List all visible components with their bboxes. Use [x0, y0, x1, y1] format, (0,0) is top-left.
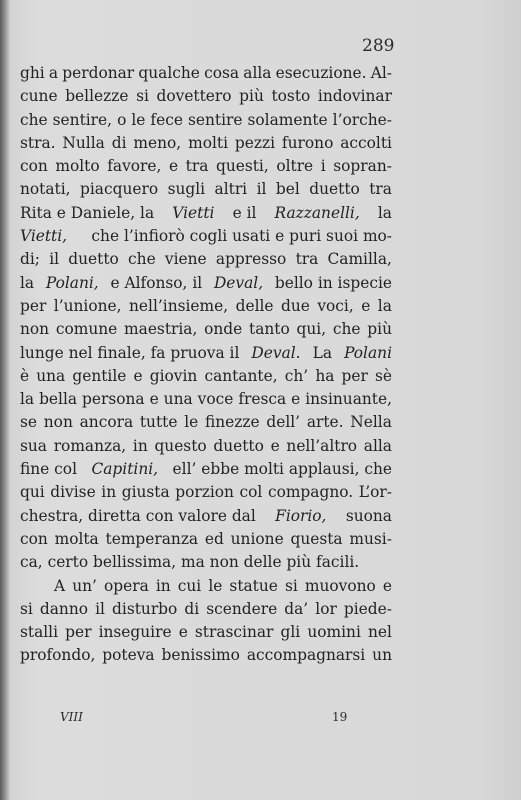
word: in — [132, 436, 148, 455]
word: da’ — [284, 599, 309, 618]
text-line — [20, 435, 392, 458]
text-line — [20, 109, 392, 132]
word: una — [36, 366, 66, 385]
word: bella — [39, 390, 78, 409]
word: in — [101, 483, 117, 502]
word: altri — [214, 180, 248, 199]
word: ch’ — [284, 366, 309, 385]
word: nell’insieme, — [129, 296, 229, 315]
word: con — [20, 157, 48, 176]
word: molta — [54, 529, 99, 548]
word: ed — [204, 529, 224, 548]
word: l’orche- — [332, 110, 392, 129]
word: sugli — [167, 180, 206, 199]
word: e — [149, 390, 159, 409]
word: ancora — [79, 413, 134, 432]
word: Nella — [350, 413, 392, 432]
word: tra — [369, 180, 392, 199]
word: esecuzione. — [275, 64, 367, 82]
word: oltre — [276, 157, 314, 176]
word: indovinar — [317, 87, 392, 106]
word: pezzi — [234, 133, 276, 152]
word: notati, — [20, 180, 71, 199]
word: furono — [281, 133, 334, 152]
word: profondo, — [20, 646, 96, 665]
text-line — [20, 178, 392, 201]
word: temperanza — [105, 529, 199, 548]
word: la — [20, 390, 35, 409]
word: solamente — [247, 110, 328, 129]
text-line — [20, 598, 392, 621]
word: questo — [154, 436, 207, 455]
text-line — [20, 365, 392, 388]
word: duetto — [68, 250, 119, 269]
text-line: ca, certo bellissima, ma non delle più facili. — [20, 553, 360, 572]
word: nell’altro — [286, 436, 358, 455]
word: un — [372, 646, 392, 665]
word: L’or- — [358, 483, 392, 502]
word: qui — [20, 483, 45, 502]
word: e — [291, 390, 301, 409]
word: tutte — [139, 413, 178, 432]
word: Camilla, — [327, 250, 392, 269]
word: opera — [104, 576, 149, 595]
word: sopran- — [333, 157, 392, 176]
word: di — [111, 133, 127, 152]
word: qui, — [296, 320, 327, 339]
word: cune — [20, 87, 58, 106]
word: arte. — [306, 413, 344, 432]
word: inseguire — [98, 623, 172, 642]
text-line: la Polani, e Alfonso, il Deval, bello in ispecie — [20, 273, 392, 292]
text-line — [20, 481, 392, 504]
word: se — [20, 413, 38, 432]
word: meno, — [133, 133, 182, 152]
word: alla — [243, 64, 272, 82]
word: bel — [275, 180, 300, 199]
text-line — [20, 62, 392, 85]
word: romanza, — [53, 436, 127, 455]
word: delle — [235, 296, 274, 315]
word: si — [20, 599, 33, 618]
word: e — [361, 296, 371, 315]
text-line — [20, 85, 392, 108]
word: stra. — [20, 133, 56, 152]
word: in — [155, 576, 171, 595]
word: muovono — [304, 576, 376, 595]
word: di — [184, 599, 200, 618]
word: e — [270, 436, 280, 455]
word: insinuante, — [305, 390, 392, 409]
word: cui — [177, 576, 202, 595]
word: la — [377, 296, 392, 315]
word: comune — [55, 320, 118, 339]
word: nel — [367, 623, 392, 642]
word: strascinar — [194, 623, 274, 642]
word: e — [133, 366, 143, 385]
text-line: chestra, diretta con valore dal Fiorio, suona — [20, 506, 392, 525]
word: uomini — [307, 623, 361, 642]
word: disturbo — [112, 599, 178, 618]
word: stalli — [20, 623, 59, 642]
word: cosa — [204, 64, 240, 82]
text-line — [20, 132, 392, 155]
text-line — [20, 644, 392, 667]
word: porzion — [175, 483, 234, 502]
word: favore, — [107, 157, 162, 176]
word: sentire — [187, 110, 243, 129]
word: questi, — [215, 157, 269, 176]
word: gli — [280, 623, 301, 642]
word: accolti — [340, 133, 392, 152]
word: accompagnarsi — [246, 646, 366, 665]
word: cantante, — [204, 366, 278, 385]
binding-shadow — [0, 0, 10, 800]
word: statue — [229, 576, 278, 595]
word: i — [320, 157, 326, 176]
word: a — [48, 64, 59, 82]
word: giusta — [121, 483, 170, 502]
word: non — [20, 320, 50, 339]
word: viene — [164, 250, 207, 269]
word: è — [20, 366, 30, 385]
word: o — [117, 110, 127, 129]
word: un’ — [72, 576, 97, 595]
text-line: lunge nel finale, fa pruova il Deval. La Polani — [20, 343, 392, 362]
word: e — [168, 157, 179, 176]
word: alla — [363, 436, 392, 455]
word: perdonar — [62, 64, 135, 82]
word: qualche — [138, 64, 200, 82]
word: e — [178, 623, 188, 642]
word: tra — [185, 157, 209, 176]
word: molti — [188, 133, 228, 152]
text-line: Rita e Daniele, la Vietti e il Razzanelli, la — [20, 203, 392, 222]
text-line — [20, 318, 392, 341]
word: tanto — [249, 320, 290, 339]
word: più — [239, 87, 264, 106]
word: fresca — [238, 390, 287, 409]
word: ghi — [20, 64, 45, 82]
word: piacquero — [80, 180, 159, 199]
word: le — [131, 110, 146, 129]
word: di; — [20, 250, 40, 269]
word: sentire, — [52, 110, 113, 129]
body-text — [20, 62, 392, 668]
word: A — [54, 576, 66, 595]
word: duetto — [213, 436, 264, 455]
word: onde — [204, 320, 243, 339]
text-line — [20, 248, 392, 271]
word: fece — [150, 110, 183, 129]
word: sua — [20, 436, 47, 455]
word: una — [163, 390, 193, 409]
word: per — [341, 366, 368, 385]
word: non — [43, 413, 73, 432]
text-line — [20, 528, 392, 551]
word: gentile — [72, 366, 127, 385]
word: tosto — [271, 87, 311, 106]
word: molto — [55, 157, 100, 176]
word: bellezze — [65, 87, 129, 106]
word: scendere — [206, 599, 278, 618]
word: l’unione, — [53, 296, 122, 315]
word: tra — [295, 250, 319, 269]
word: il — [49, 250, 60, 269]
word: che — [332, 320, 361, 339]
word: le — [208, 576, 223, 595]
word: col — [239, 483, 263, 502]
word: sè — [374, 366, 392, 385]
word: finezze — [204, 413, 260, 432]
word: che — [20, 110, 48, 129]
text-line: fine col Capitini, ell’ ebbe molti applausi, che — [20, 460, 392, 479]
text-line — [20, 411, 392, 434]
text-line — [20, 155, 392, 178]
signature-number: 19 — [332, 710, 348, 724]
word: danno — [39, 599, 89, 618]
word: il — [256, 180, 267, 199]
word: Al- — [370, 64, 392, 82]
word: Nulla — [62, 133, 105, 152]
word: voce — [197, 390, 234, 409]
word: duetto — [309, 180, 360, 199]
text-line — [20, 575, 392, 598]
word: e — [382, 576, 392, 595]
word: benissimo — [161, 646, 240, 665]
word: le — [184, 413, 199, 432]
word: voci, — [317, 296, 354, 315]
word: lor — [315, 599, 337, 618]
word: compagno. — [267, 483, 354, 502]
word: più — [367, 320, 392, 339]
text-line — [20, 621, 392, 644]
word: per — [20, 296, 47, 315]
word: dell’ — [266, 413, 301, 432]
word: musi- — [349, 529, 392, 548]
word: unione — [230, 529, 284, 548]
page-number: 289 — [362, 36, 395, 56]
word: il — [95, 599, 105, 618]
text-line — [20, 295, 392, 318]
word: due — [281, 296, 310, 315]
word: appresso — [215, 250, 287, 269]
word: dovettero — [156, 87, 232, 106]
word: persona — [82, 390, 145, 409]
word: giovin — [149, 366, 198, 385]
word: divise — [50, 483, 96, 502]
word: per — [65, 623, 92, 642]
signature-mark: VIII — [60, 710, 83, 724]
word: che — [128, 250, 156, 269]
word: maestria, — [124, 320, 198, 339]
word: con — [20, 529, 48, 548]
word: piede- — [343, 599, 392, 618]
word: questa — [290, 529, 343, 548]
text-line: Vietti, che l’infiorò cogli usati e puri suoi mo- — [20, 227, 392, 246]
word: ha — [315, 366, 335, 385]
word: si — [136, 87, 149, 106]
word: poteva — [102, 646, 155, 665]
text-line — [20, 388, 392, 411]
word: si — [284, 576, 298, 595]
